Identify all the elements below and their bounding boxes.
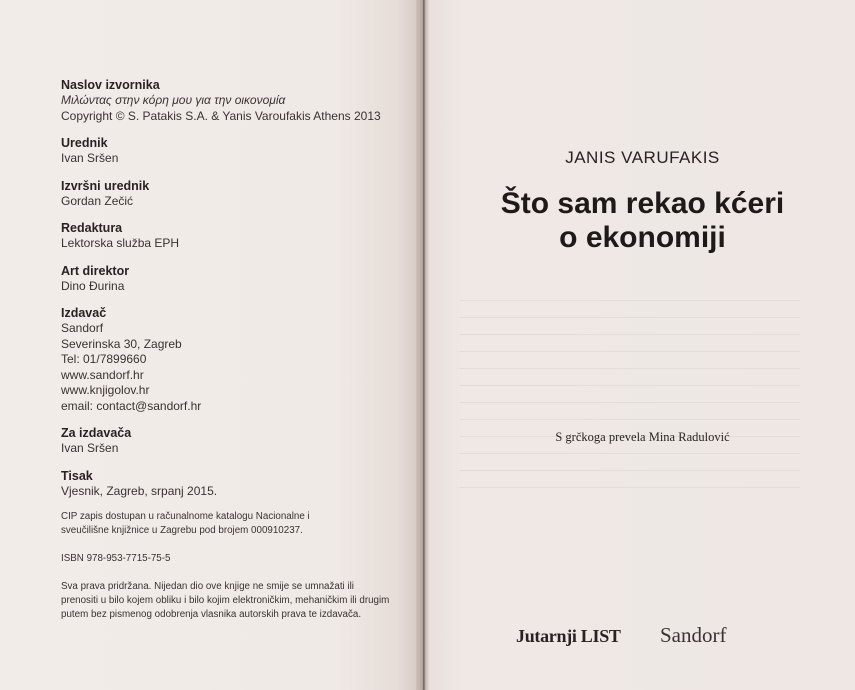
art-director-section: [61, 263, 406, 295]
print-section: [61, 468, 406, 500]
colophon: [61, 77, 406, 622]
translator-credit: S grčkoga prevela Mina Radulović: [555, 430, 730, 444]
editor-section: [61, 135, 406, 167]
cip-note: [61, 510, 406, 538]
isbn: ISBN 978-953-7715-75-5: [61, 553, 171, 564]
publisher-line: Sandorf: [61, 321, 104, 335]
author-name: JANIS VARUFAKIS: [565, 148, 720, 167]
rights-line: putem bez pismenog odobrenja vlasnika autorskih prava te izdavača.: [61, 609, 362, 620]
publisher-line: email: contact@sandorf.hr: [61, 398, 202, 413]
publisher-line: www.knjigolov.hr: [61, 383, 150, 397]
art-director-name: Dino Đurina: [61, 278, 125, 293]
exec-editor-name: Gordan Zečić: [61, 193, 134, 208]
jutarnji-list-logo: Jutarnji LIST: [516, 626, 621, 646]
proofreading-name: Lektorska služba EPH: [61, 236, 180, 250]
original-title-section: [61, 77, 406, 124]
for-publisher-section: [61, 425, 406, 457]
publisher-section: [61, 305, 406, 414]
rights-line: prenositi u bilo kojem obliku i bilo kojim elektroničkim, mehaničkim ili drugim: [61, 595, 390, 606]
exec-editor-section: [61, 178, 406, 210]
section-heading: Urednik: [61, 136, 108, 150]
section-heading: Izvršni urednik: [61, 178, 150, 193]
section-heading: Redaktura: [61, 221, 123, 235]
for-publisher-name: Ivan Sršen: [61, 441, 119, 455]
publisher-line: Tel: 01/7899660: [61, 352, 147, 366]
book-title: [430, 187, 855, 255]
section-heading: Naslov izvornika: [61, 78, 160, 92]
publisher-line: www.sandorf.hr: [61, 367, 144, 382]
proofreading-section: [61, 220, 406, 252]
book-title-line: o ekonomiji: [559, 221, 726, 254]
book-gutter: [416, 0, 430, 690]
section-heading: Izdavač: [61, 306, 107, 320]
rights-note: [61, 580, 406, 622]
section-heading: Za izdavača: [61, 426, 132, 440]
right-page: [430, 0, 855, 690]
cip-line: sveučilišne knjižnice u Zagrebu pod brojem 000910237.: [61, 525, 303, 536]
copyright: Copyright © S. Patakis S.A. & Yanis Varoufakis Athens 2013: [61, 108, 381, 123]
print-info: Vjesnik, Zagreb, srpanj 2015.: [61, 483, 218, 498]
cip-line: CIP zapis dostupan u računalnome katalogu Nacionalne i: [61, 511, 310, 522]
publisher-line: Severinska 30, Zagreb: [61, 336, 182, 351]
section-heading: Tisak: [61, 468, 93, 483]
section-heading: Art direktor: [61, 263, 130, 278]
sandorf-logo: Sandorf: [660, 623, 727, 647]
book-title-line: Što sam rekao kćeri: [500, 187, 785, 220]
rights-line: Sva prava pridržana. Nijedan dio ove knjige ne smije se umnažati ili: [61, 581, 354, 592]
editor-name: Ivan Sršen: [61, 151, 119, 165]
original-title: Μιλώντας στην κόρη μου για την οικονομία: [61, 93, 286, 107]
